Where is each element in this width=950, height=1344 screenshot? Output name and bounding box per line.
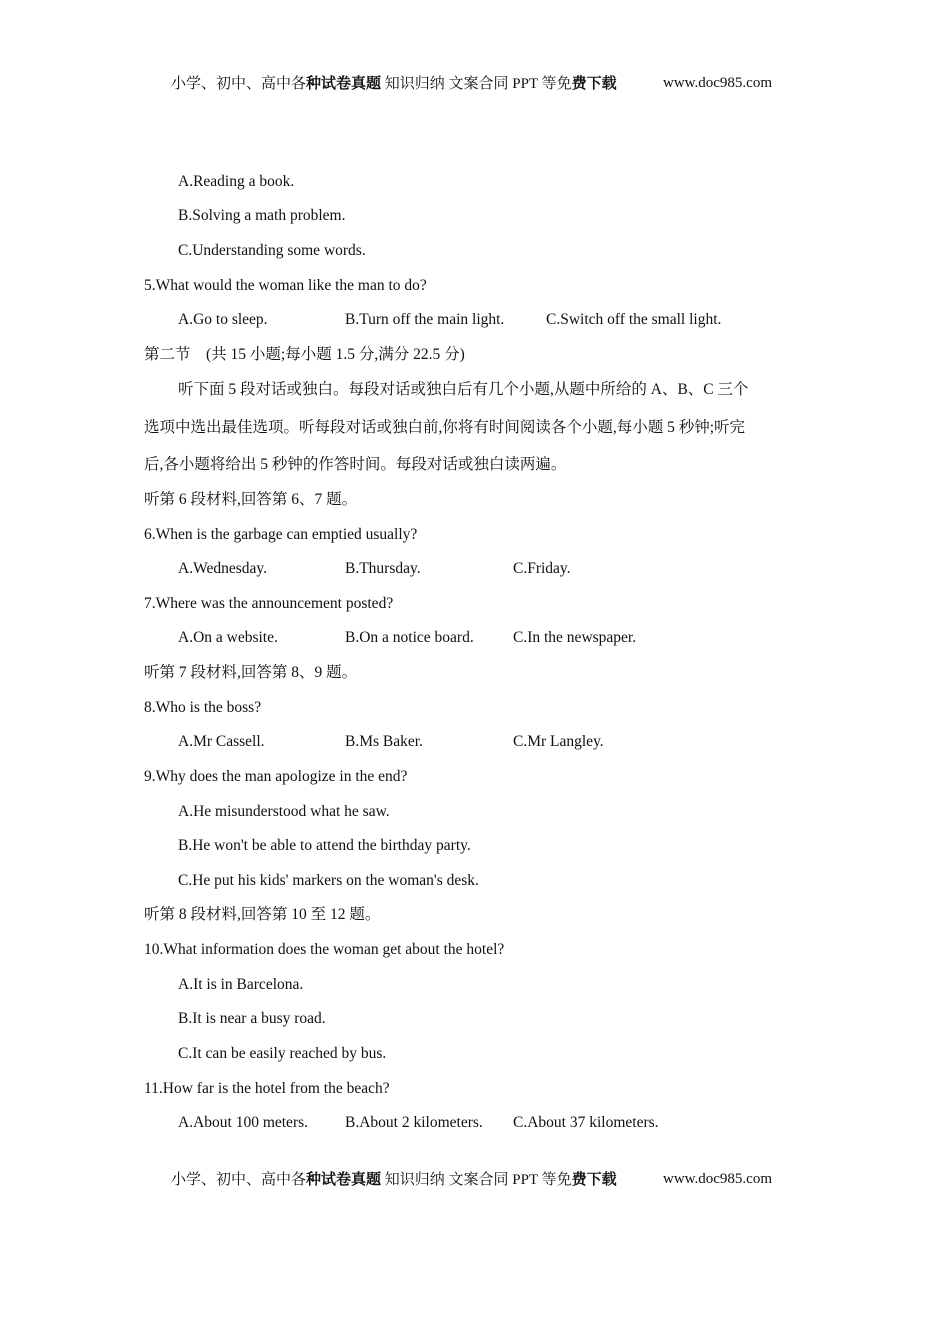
material-8-heading: 听第 8 段材料,回答第 10 至 12 题。 [144, 906, 381, 923]
footer-text: 小学、初中、高中各 [171, 1172, 307, 1188]
q10-option-c: C.It can be easily reached by bus. [178, 1045, 387, 1062]
q5-option-a: A.Go to sleep. [178, 311, 268, 328]
q7-option-b: B.On a notice board. [345, 629, 474, 646]
section2-intro-1: 听下面 5 段对话或独白。每段对话或独白后有几个小题,从题中所给的 A、B、C 三个 [178, 381, 749, 398]
q11-option-a: A.About 100 meters. [178, 1114, 309, 1131]
q11-option-b: B.About 2 kilometers. [345, 1114, 483, 1131]
q7-option-a: A.On a website. [178, 629, 278, 646]
q7-option-c: C.In the newspaper. [513, 629, 637, 646]
q10-option-b: B.It is near a busy road. [178, 1010, 326, 1027]
q4-option-b: B.Solving a math problem. [178, 207, 346, 224]
section2-intro-2: 选项中选出最佳选项。听每段对话或独白前,你将有时间阅读各个小题,每小题 5 秒钟;听完 [144, 419, 746, 436]
q11-question: 11.How far is the hotel from the beach? [144, 1080, 390, 1097]
q10-question: 10.What information does the woman get about the hotel? [144, 941, 505, 958]
q9-option-b: B.He won't be able to attend the birthday party. [178, 837, 471, 854]
q6-question: 6.When is the garbage can emptied usually? [144, 526, 418, 543]
q5-question: 5.What would the woman like the man to do? [144, 277, 427, 294]
q4-option-c: C.Understanding some words. [178, 242, 366, 259]
q9-option-a: A.He misunderstood what he saw. [178, 803, 390, 820]
q6-option-a: A.Wednesday. [178, 560, 267, 577]
header-url: www.doc985.com [663, 75, 773, 91]
q8-option-c: C.Mr Langley. [513, 733, 604, 750]
header-bold-text: 种试卷真题 [306, 74, 382, 92]
header-text-2: 知识归纳 文案合同 PPT 等免 [381, 76, 572, 92]
material-7-heading: 听第 7 段材料,回答第 8、9 题。 [144, 664, 358, 681]
footer-url: www.doc985.com [663, 1171, 773, 1187]
q11-option-c: C.About 37 kilometers. [513, 1114, 659, 1131]
page-footer [171, 1169, 617, 1190]
section2-intro-3: 后,各小题将给出 5 秒钟的作答时间。每段对话或独白读两遍。 [144, 456, 567, 473]
q8-option-a: A.Mr Cassell. [178, 733, 265, 750]
q4-option-a: A.Reading a book. [178, 173, 295, 190]
q7-question: 7.Where was the announcement posted? [144, 595, 394, 612]
q8-option-b: B.Ms Baker. [345, 733, 423, 750]
page-header [171, 73, 617, 94]
q10-option-a: A.It is in Barcelona. [178, 976, 304, 993]
q5-option-b: B.Turn off the main light. [345, 311, 505, 328]
q6-option-b: B.Thursday. [345, 560, 421, 577]
footer-text-2: 知识归纳 文案合同 PPT 等免 [381, 1172, 572, 1188]
q9-question: 9.Why does the man apologize in the end? [144, 768, 408, 785]
q6-option-c: C.Friday. [513, 560, 571, 577]
q5-option-c: C.Switch off the small light. [546, 311, 722, 328]
footer-bold-text: 种试卷真题 [306, 1170, 382, 1188]
section2-title: 第二节 (共 15 小题;每小题 1.5 分,满分 22.5 分) [144, 346, 465, 363]
header-bold-text-2: 费下载 [571, 74, 617, 92]
footer-bold-text-2: 费下载 [571, 1170, 617, 1188]
q8-question: 8.Who is the boss? [144, 699, 262, 716]
material-6-heading: 听第 6 段材料,回答第 6、7 题。 [144, 491, 358, 508]
q9-option-c: C.He put his kids' markers on the woman's desk. [178, 872, 479, 889]
header-text: 小学、初中、高中各 [171, 76, 307, 92]
